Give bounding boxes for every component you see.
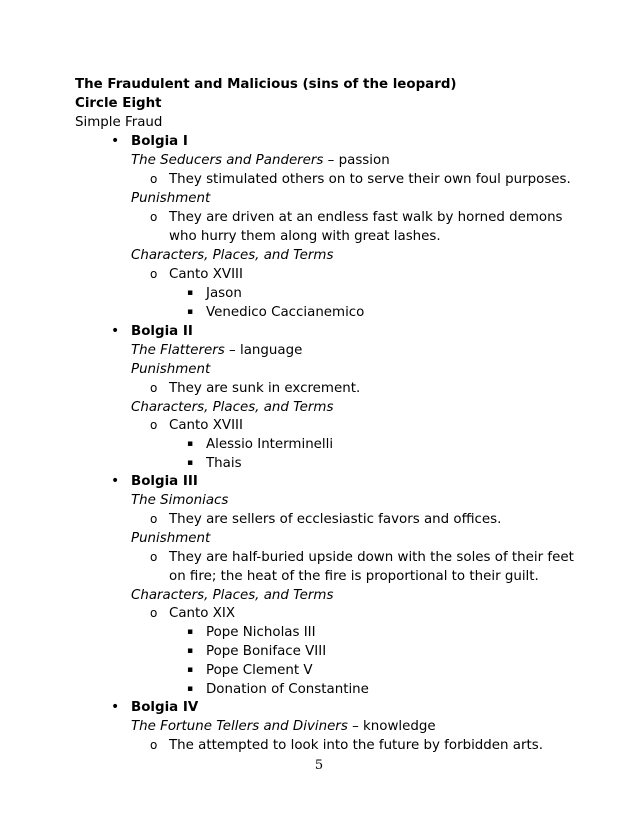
character-name: Jason xyxy=(206,286,242,301)
bolgia-sin: – passion xyxy=(327,153,390,168)
fraud-type: Simple Fraud xyxy=(75,115,163,130)
square-bullet-icon: ▪ xyxy=(187,627,194,637)
canto-label: Canto XVIII xyxy=(169,418,243,433)
bullet-icon: • xyxy=(111,323,120,339)
bolgia-description: They are sellers of ecclesiastic favors and offices. xyxy=(169,512,502,527)
square-bullet-icon: ▪ xyxy=(187,439,194,449)
character-name: Pope Clement V xyxy=(206,663,313,678)
bullet-icon: • xyxy=(111,699,120,715)
canto-label: Canto XIX xyxy=(169,606,236,621)
punishment-label: Punishment xyxy=(131,362,211,377)
bolgia-category: The Seducers and Panderers xyxy=(131,153,324,168)
bolgia-title: Bolgia I xyxy=(131,134,188,149)
square-bullet-icon: ▪ xyxy=(187,288,194,298)
punishment-text: They are sunk in excrement. xyxy=(169,381,361,396)
canto-label: Canto XVIII xyxy=(169,267,243,282)
character-name: Venedico Caccianemico xyxy=(206,305,365,320)
bolgia-category-line xyxy=(131,151,390,170)
punishment-text-continued: who hurry them along with great lashes. xyxy=(169,229,441,244)
square-bullet-icon: ▪ xyxy=(187,458,194,468)
circle-bullet-icon: o xyxy=(150,606,158,620)
characters-label: Characters, Places, and Terms xyxy=(131,588,334,603)
circle-bullet-icon: o xyxy=(150,267,158,281)
character-name: Alessio Interminelli xyxy=(206,437,334,452)
bolgia-category-line xyxy=(131,341,302,360)
bolgia-description: They stimulated others on to serve their own foul purposes. xyxy=(169,172,571,187)
bolgia-description: The attempted to look into the future by forbidden arts. xyxy=(169,738,543,753)
character-name: Thais xyxy=(206,456,242,471)
bolgia-sin: – knowledge xyxy=(352,719,436,734)
square-bullet-icon: ▪ xyxy=(187,307,194,317)
circle-bullet-icon: o xyxy=(150,418,158,432)
square-bullet-icon: ▪ xyxy=(187,684,194,694)
character-name: Pope Boniface VIII xyxy=(206,644,327,659)
punishment-text: They are driven at an endless fast walk by horned demons xyxy=(169,210,563,225)
punishment-text: They are half-buried upside down with the soles of their feet xyxy=(169,550,574,565)
circle-bullet-icon: o xyxy=(150,381,158,395)
bolgia-title: Bolgia III xyxy=(131,474,198,489)
bullet-icon: • xyxy=(111,133,120,149)
circle-bullet-icon: o xyxy=(150,172,158,186)
bullet-icon: • xyxy=(111,473,120,489)
circle-bullet-icon: o xyxy=(150,550,158,564)
character-name: Donation of Constantine xyxy=(206,682,369,697)
section-heading: The Fraudulent and Malicious (sins of the leopard) xyxy=(75,77,457,92)
bolgia-title: Bolgia IV xyxy=(131,700,199,715)
punishment-text-continued: on fire; the heat of the fire is proportional to their guilt. xyxy=(169,569,539,584)
bolgia-category: The Fortune Tellers and Diviners xyxy=(131,719,348,734)
circle-bullet-icon: o xyxy=(150,738,158,752)
characters-label: Characters, Places, and Terms xyxy=(131,248,334,263)
page-number: 5 xyxy=(314,758,324,773)
punishment-label: Punishment xyxy=(131,191,211,206)
square-bullet-icon: ▪ xyxy=(187,665,194,675)
circle-bullet-icon: o xyxy=(150,512,158,526)
bolgia-category: The Simoniacs xyxy=(131,493,229,508)
square-bullet-icon: ▪ xyxy=(187,646,194,656)
bolgia-category: The Flatterers xyxy=(131,343,225,358)
circle-title: Circle Eight xyxy=(75,96,162,111)
bolgia-category-line xyxy=(131,717,436,736)
bolgia-title: Bolgia II xyxy=(131,324,193,339)
bolgia-sin: – language xyxy=(229,343,303,358)
characters-label: Characters, Places, and Terms xyxy=(131,400,334,415)
circle-bullet-icon: o xyxy=(150,210,158,224)
character-name: Pope Nicholas III xyxy=(206,625,316,640)
punishment-label: Punishment xyxy=(131,531,211,546)
